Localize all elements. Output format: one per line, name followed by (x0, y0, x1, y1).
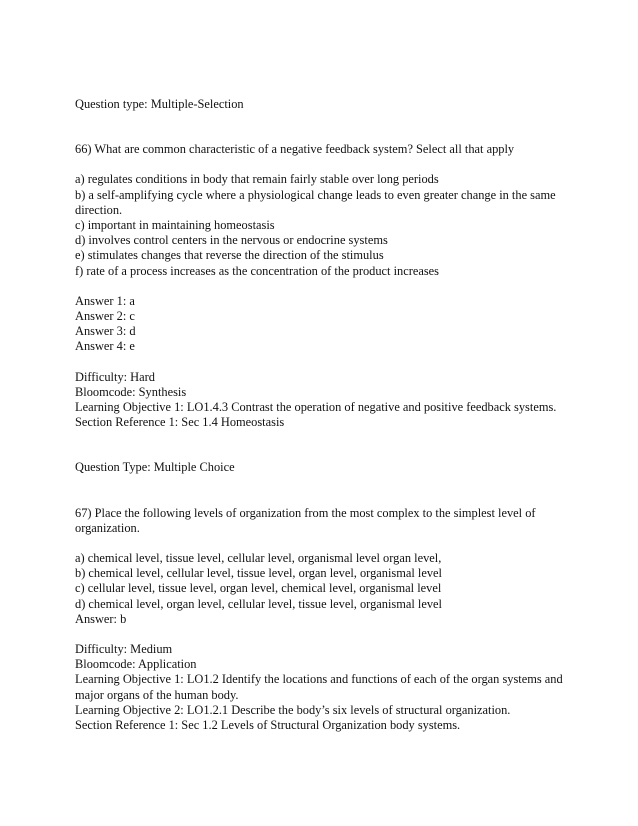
q67-option-b: b) chemical level, cellular level, tissue level, organ level, organismal level (75, 566, 442, 581)
q66-answer-1: Answer 1: a (75, 293, 135, 308)
q66-answer-3: Answer 3: d (75, 324, 136, 339)
q66-options (75, 172, 575, 278)
q67-bloomcode: Bloomcode: Application (75, 657, 197, 672)
q67-metadata (75, 642, 575, 733)
q67-difficulty: Difficulty: Medium (75, 642, 173, 657)
q66-question: 66) What are common characteristic of a negative feedback system? Select all that apply (75, 142, 515, 157)
q66-section-reference: Section Reference 1: Sec 1.4 Homeostasis (75, 415, 285, 430)
q66-option-c: c) important in maintaining homeostasis (75, 218, 275, 233)
q67-option-d: d) chemical level, organ level, cellular level, tissue level, organismal level (75, 596, 442, 611)
q66-difficulty: Difficulty: Hard (75, 369, 155, 384)
q67-section-reference: Section Reference 1: Sec 1.2 Levels of Structural Organization body systems. (75, 718, 461, 733)
q66-bloomcode: Bloomcode: Synthesis (75, 384, 187, 399)
q67-type-label: Question Type: Multiple Choice (75, 460, 235, 475)
q67-option-a: a) chemical level, tissue level, cellular level, organismal level organ level, (75, 551, 442, 566)
q66-type-label: Question type: Multiple-Selection (75, 97, 244, 111)
q66-option-a: a) regulates conditions in body that remain fairly stable over long periods (75, 172, 439, 187)
q67-learning-objective-1: Learning Objective 1: LO1.2 Identify the locations and functions of each of the organ systems and major organs of the human body. (75, 672, 563, 702)
q66-option-e: e) stimulates changes that reverse the direction of the stimulus (75, 248, 384, 263)
q67-learning-objective-2: Learning Objective 2: LO1.2.1 Describe the body’s six levels of structural organization. (75, 702, 511, 717)
q66-answers (75, 294, 575, 355)
q66-option-b: b) a self-amplifying cycle where a physiological change leads to even greater change in the same direction. (75, 187, 556, 217)
q67-option-c: c) cellular level, tissue level, organ level, chemical level, organismal level (75, 581, 442, 596)
q66-option-d: d) involves control centers in the nervous or endocrine systems (75, 233, 388, 248)
document-content (75, 97, 575, 733)
q66-metadata (75, 370, 575, 431)
q66-answer-4: Answer 4: e (75, 339, 135, 354)
q66-option-f: f) rate of a process increases as the concentration of the product increases (75, 263, 439, 278)
q67-question: 67) Place the following levels of organization from the most complex to the simplest level of organization. (75, 505, 536, 535)
q67-answer: Answer: b (75, 611, 127, 626)
q66-answer-2: Answer 2: c (75, 309, 135, 324)
q66-learning-objective-1: Learning Objective 1: LO1.4.3 Contrast the operation of negative and positive feedback systems. (75, 400, 557, 415)
q67-options (75, 551, 575, 612)
